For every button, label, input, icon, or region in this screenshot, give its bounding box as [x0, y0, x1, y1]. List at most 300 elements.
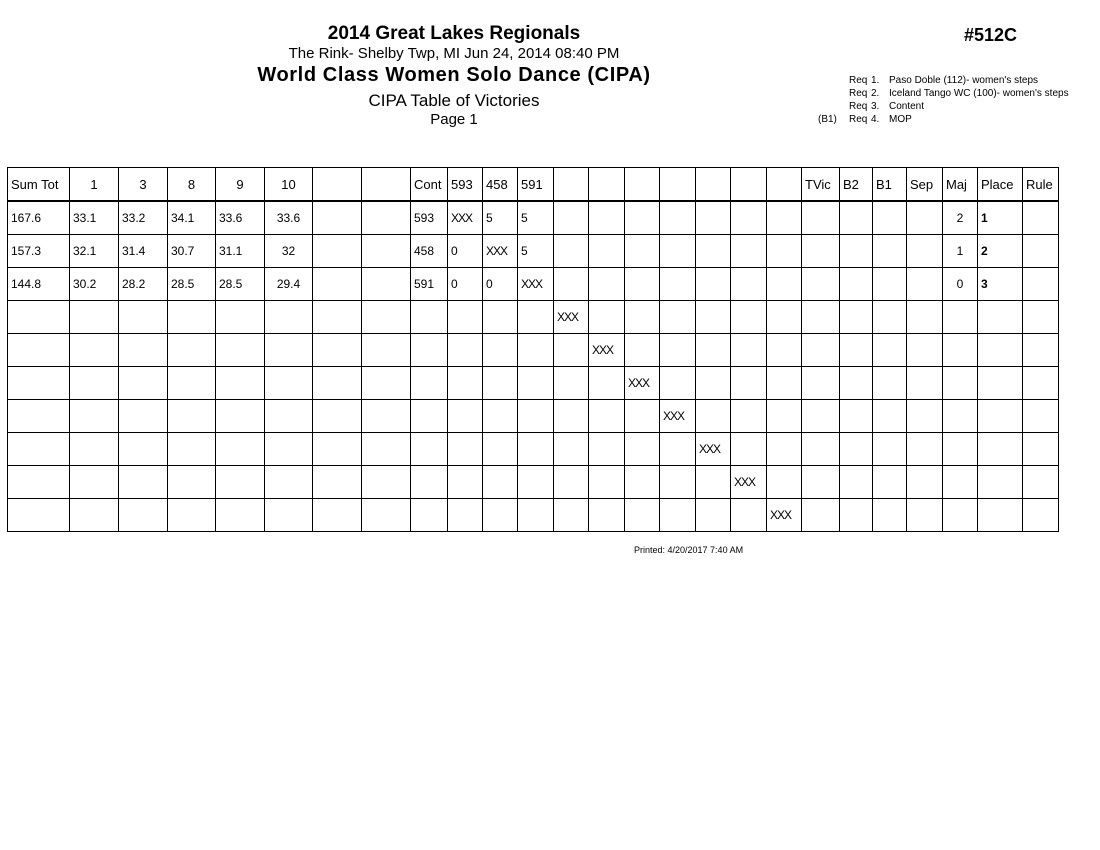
column-header: 458: [483, 168, 518, 202]
column-header: 9: [216, 168, 265, 202]
table-cell: [216, 301, 265, 334]
table-cell: 0: [448, 235, 483, 268]
table-cell: [168, 367, 216, 400]
table-cell: [70, 499, 119, 532]
table-cell: [731, 433, 767, 466]
table-cell: [8, 301, 70, 334]
table-cell: [265, 466, 313, 499]
table-cell: [1023, 400, 1059, 433]
competition-title: World Class Women Solo Dance (CIPA): [257, 64, 651, 86]
table-cell: [411, 466, 448, 499]
table-cell: 32.1: [70, 235, 119, 268]
table-cell: [978, 499, 1023, 532]
table-cell: [313, 334, 362, 367]
table-cell: 5: [518, 235, 554, 268]
table-cell: 28.2: [119, 268, 168, 301]
table-cell: [660, 499, 696, 532]
table-cell: XXX: [660, 400, 696, 433]
table-cell: [168, 466, 216, 499]
table-cell: 157.3: [8, 235, 70, 268]
table-cell: 33.1: [70, 201, 119, 235]
table-cell: [313, 367, 362, 400]
table-cell: [119, 499, 168, 532]
requirement-item: [818, 74, 1069, 87]
table-cell: [483, 367, 518, 400]
requirement-label: Req: [849, 75, 868, 86]
table-cell: [767, 268, 802, 301]
table-cell: [767, 334, 802, 367]
table-cell: [554, 235, 589, 268]
requirement-description: Content: [889, 101, 925, 112]
table-cell: [589, 499, 625, 532]
table-cell: [518, 499, 554, 532]
table-cell: XXX: [554, 301, 589, 334]
table-cell: [554, 400, 589, 433]
table-cell: [362, 301, 411, 334]
table-cell: [216, 400, 265, 433]
table-cell: [1023, 367, 1059, 400]
table-cell: [873, 400, 907, 433]
table-row: [8, 301, 1059, 334]
table-cell: [119, 433, 168, 466]
table-cell: 144.8: [8, 268, 70, 301]
table-cell: [696, 466, 731, 499]
table-cell: [119, 301, 168, 334]
table-cell: [411, 400, 448, 433]
table-cell: [978, 433, 1023, 466]
victories-table: [7, 167, 1059, 532]
table-cell: XXX: [589, 334, 625, 367]
requirement-prefix: [818, 74, 849, 87]
table-cell: [625, 235, 660, 268]
table-cell: [168, 400, 216, 433]
table-cell: [518, 466, 554, 499]
table-cell: [411, 433, 448, 466]
table-cell: 33.6: [265, 201, 313, 235]
table-cell: [625, 268, 660, 301]
column-header: [767, 168, 802, 202]
table-cell: [767, 433, 802, 466]
table-row: [8, 433, 1059, 466]
table-cell: [448, 499, 483, 532]
requirements-list: [818, 74, 1069, 126]
table-cell: [1023, 235, 1059, 268]
event-title: 2014 Great Lakes Regionals: [327, 23, 581, 44]
table-cell: [767, 367, 802, 400]
table-cell: [625, 301, 660, 334]
requirement-item: [818, 87, 1069, 100]
table-cell: [448, 301, 483, 334]
column-header: 1: [70, 168, 119, 202]
requirement-number: 3.: [871, 101, 880, 112]
table-cell: [589, 301, 625, 334]
table-cell: 34.1: [168, 201, 216, 235]
column-header: B2: [840, 168, 873, 202]
table-cell: [907, 466, 943, 499]
table-cell: [265, 334, 313, 367]
table-cell: 0: [483, 268, 518, 301]
table-cell: [731, 499, 767, 532]
table-cell: [802, 466, 840, 499]
column-header: Sum Tot: [8, 168, 70, 202]
table-cell: [1023, 201, 1059, 235]
table-cell: [483, 334, 518, 367]
table-cell: 30.7: [168, 235, 216, 268]
table-cell: [802, 334, 840, 367]
table-cell: [660, 235, 696, 268]
table-cell: [625, 334, 660, 367]
table-cell: [907, 400, 943, 433]
table-cell: [907, 499, 943, 532]
table-cell: [168, 499, 216, 532]
table-cell: [660, 466, 696, 499]
table-cell: [660, 334, 696, 367]
table-cell: [554, 367, 589, 400]
table-cell: [70, 466, 119, 499]
requirement-description: Paso Doble (112)- women's steps: [889, 75, 1039, 86]
table-cell: [589, 367, 625, 400]
column-header: B1: [873, 168, 907, 202]
table-cell: [840, 201, 873, 235]
table-cell: [840, 400, 873, 433]
table-cell: [840, 499, 873, 532]
table-cell: [943, 367, 978, 400]
table-cell: 3: [978, 268, 1023, 301]
table-cell: [802, 301, 840, 334]
table-cell: [696, 499, 731, 532]
table-cell: XXX: [625, 367, 660, 400]
table-cell: [840, 235, 873, 268]
table-cell: [119, 367, 168, 400]
table-cell: 5: [518, 201, 554, 235]
table-cell: [216, 367, 265, 400]
column-header: Cont: [411, 168, 448, 202]
table-cell: [802, 201, 840, 235]
column-header: 8: [168, 168, 216, 202]
table-cell: [873, 301, 907, 334]
requirement-item: [818, 100, 1069, 113]
table-cell: [625, 433, 660, 466]
table-cell: [696, 400, 731, 433]
table-cell: 33.6: [216, 201, 265, 235]
table-cell: [873, 433, 907, 466]
table-cell: [840, 367, 873, 400]
page-label: Page 1: [430, 111, 478, 128]
table-cell: [518, 400, 554, 433]
table-cell: [518, 367, 554, 400]
table-cell: [1023, 433, 1059, 466]
table-cell: XXX: [696, 433, 731, 466]
table-cell: [943, 499, 978, 532]
table-row: [8, 367, 1059, 400]
table-cell: [840, 268, 873, 301]
table-cell: [1023, 334, 1059, 367]
table-cell: [1023, 268, 1059, 301]
table-cell: [411, 334, 448, 367]
table-cell: [448, 334, 483, 367]
table-cell: [362, 433, 411, 466]
table-cell: [731, 334, 767, 367]
table-cell: [907, 433, 943, 466]
table-cell: [696, 201, 731, 235]
table-cell: [660, 301, 696, 334]
table-cell: [589, 433, 625, 466]
table-cell: [168, 334, 216, 367]
table-cell: [1023, 301, 1059, 334]
table-cell: [362, 499, 411, 532]
table-cell: [943, 400, 978, 433]
table-cell: [168, 301, 216, 334]
table-cell: [873, 334, 907, 367]
table-cell: [840, 334, 873, 367]
table-cell: [265, 367, 313, 400]
table-cell: [767, 235, 802, 268]
table-cell: [696, 334, 731, 367]
table-cell: [873, 499, 907, 532]
table-cell: 1: [943, 235, 978, 268]
table-cell: [554, 334, 589, 367]
table-cell: [978, 334, 1023, 367]
table-cell: [589, 268, 625, 301]
table-cell: [70, 334, 119, 367]
table-row: [8, 466, 1059, 499]
table-cell: 28.5: [168, 268, 216, 301]
table-cell: [731, 235, 767, 268]
table-cell: [696, 301, 731, 334]
table-row: [8, 235, 1059, 268]
column-header: 3: [119, 168, 168, 202]
table-cell: [660, 433, 696, 466]
table-cell: [518, 334, 554, 367]
requirement-prefix: [818, 100, 849, 113]
table-cell: 593: [411, 201, 448, 235]
table-body: [8, 201, 1059, 532]
requirement-prefix: [818, 87, 849, 100]
table-cell: [8, 367, 70, 400]
table-cell: [362, 201, 411, 235]
table-cell: [625, 499, 660, 532]
table-row: [8, 334, 1059, 367]
column-header: [660, 168, 696, 202]
column-header: Maj: [943, 168, 978, 202]
table-cell: [518, 433, 554, 466]
table-cell: [362, 268, 411, 301]
table-cell: [943, 433, 978, 466]
table-cell: [448, 400, 483, 433]
table-cell: XXX: [767, 499, 802, 532]
table-cell: [168, 433, 216, 466]
requirement-label: Req: [849, 88, 868, 99]
table-cell: [1023, 466, 1059, 499]
column-header: 10: [265, 168, 313, 202]
table-cell: [731, 201, 767, 235]
table-cell: [943, 301, 978, 334]
table-cell: [802, 499, 840, 532]
table-cell: [362, 367, 411, 400]
requirement-item: [818, 113, 1069, 126]
table-cell: [216, 334, 265, 367]
column-header: Sep: [907, 168, 943, 202]
table-cell: [362, 466, 411, 499]
table-cell: [554, 433, 589, 466]
table-cell: 2: [943, 201, 978, 235]
table-cell: XXX: [518, 268, 554, 301]
table-cell: [70, 433, 119, 466]
column-header: Rule: [1023, 168, 1059, 202]
table-cell: [554, 201, 589, 235]
table-cell: [696, 268, 731, 301]
table-cell: [313, 400, 362, 433]
table-cell: [907, 201, 943, 235]
table-row: [8, 268, 1059, 301]
requirement-prefix: (B1): [818, 114, 837, 125]
table-cell: [978, 301, 1023, 334]
table-cell: [313, 499, 362, 532]
column-header: [731, 168, 767, 202]
table-row: [8, 400, 1059, 433]
table-cell: [907, 301, 943, 334]
table-cell: [873, 466, 907, 499]
table-cell: [767, 400, 802, 433]
table-cell: [873, 367, 907, 400]
table-cell: [696, 367, 731, 400]
requirement-label: Req: [849, 114, 868, 125]
table-cell: [483, 433, 518, 466]
table-cell: XXX: [731, 466, 767, 499]
table-cell: [313, 433, 362, 466]
requirement-number: 1.: [871, 75, 880, 86]
table-cell: 591: [411, 268, 448, 301]
table-cell: 28.5: [216, 268, 265, 301]
column-header: TVic: [802, 168, 840, 202]
table-cell: 33.2: [119, 201, 168, 235]
table-cell: [589, 201, 625, 235]
table-cell: [313, 268, 362, 301]
table-cell: [978, 400, 1023, 433]
table-cell: [362, 235, 411, 268]
table-cell: 2: [978, 235, 1023, 268]
column-header: 591: [518, 168, 554, 202]
table-cell: [873, 268, 907, 301]
column-header: [362, 168, 411, 202]
table-cell: 458: [411, 235, 448, 268]
table-cell: [840, 466, 873, 499]
table-cell: 31.1: [216, 235, 265, 268]
table-cell: [70, 301, 119, 334]
table-cell: [907, 334, 943, 367]
table-cell: [554, 466, 589, 499]
table-cell: [943, 466, 978, 499]
table-cell: [216, 433, 265, 466]
location-line: The Rink- Shelby Twp, MI Jun 24, 2014 08:40 PM: [288, 45, 620, 62]
table-cell: [907, 268, 943, 301]
table-cell: [660, 201, 696, 235]
table-cell: XXX: [448, 201, 483, 235]
requirement-label: Req: [849, 101, 868, 112]
table-cell: [731, 367, 767, 400]
table-cell: [483, 301, 518, 334]
column-header: [313, 168, 362, 202]
column-header: [589, 168, 625, 202]
table-cell: [216, 466, 265, 499]
table-cell: 1: [978, 201, 1023, 235]
table-cell: [362, 400, 411, 433]
table-cell: [907, 235, 943, 268]
table-header-row: [8, 168, 1059, 202]
table-cell: [589, 466, 625, 499]
table-cell: [8, 499, 70, 532]
table-cell: [554, 268, 589, 301]
table-cell: [411, 499, 448, 532]
table-cell: [696, 235, 731, 268]
requirement-description: MOP: [889, 114, 912, 125]
table-cell: [8, 466, 70, 499]
table-cell: [70, 400, 119, 433]
table-cell: [265, 499, 313, 532]
table-cell: [119, 334, 168, 367]
table-cell: [119, 466, 168, 499]
column-header: [554, 168, 589, 202]
table-cell: [589, 400, 625, 433]
table-cell: [8, 400, 70, 433]
table-cell: [625, 400, 660, 433]
table-cell: [943, 334, 978, 367]
table-cell: [840, 301, 873, 334]
table-cell: [265, 301, 313, 334]
table-cell: [802, 367, 840, 400]
table-cell: [625, 201, 660, 235]
table-cell: [802, 400, 840, 433]
table-cell: [625, 466, 660, 499]
table-row: [8, 201, 1059, 235]
table-cell: [313, 201, 362, 235]
table-cell: 167.6: [8, 201, 70, 235]
table-cell: [411, 367, 448, 400]
table-cell: 32: [265, 235, 313, 268]
table-cell: [873, 201, 907, 235]
column-header: [696, 168, 731, 202]
requirement-number: 4.: [871, 114, 880, 125]
table-cell: [8, 433, 70, 466]
table-cell: [411, 301, 448, 334]
column-header: 593: [448, 168, 483, 202]
table-cell: [216, 499, 265, 532]
table-cell: [70, 367, 119, 400]
table-cell: [8, 334, 70, 367]
table-cell: [767, 201, 802, 235]
table-cell: [448, 466, 483, 499]
table-cell: [589, 235, 625, 268]
table-title: CIPA Table of Victories: [368, 91, 540, 110]
table-cell: 30.2: [70, 268, 119, 301]
table-cell: [265, 400, 313, 433]
table-cell: [313, 466, 362, 499]
table-cell: [660, 367, 696, 400]
table-cell: [1023, 499, 1059, 532]
table-cell: [362, 334, 411, 367]
table-cell: 29.4: [265, 268, 313, 301]
table-cell: [840, 433, 873, 466]
table-cell: [119, 400, 168, 433]
table-cell: [660, 268, 696, 301]
table-cell: [483, 466, 518, 499]
table-cell: 31.4: [119, 235, 168, 268]
table-cell: [483, 400, 518, 433]
table-cell: [802, 268, 840, 301]
requirement-number: 2.: [871, 88, 880, 99]
table-cell: [313, 301, 362, 334]
table-cell: [731, 268, 767, 301]
